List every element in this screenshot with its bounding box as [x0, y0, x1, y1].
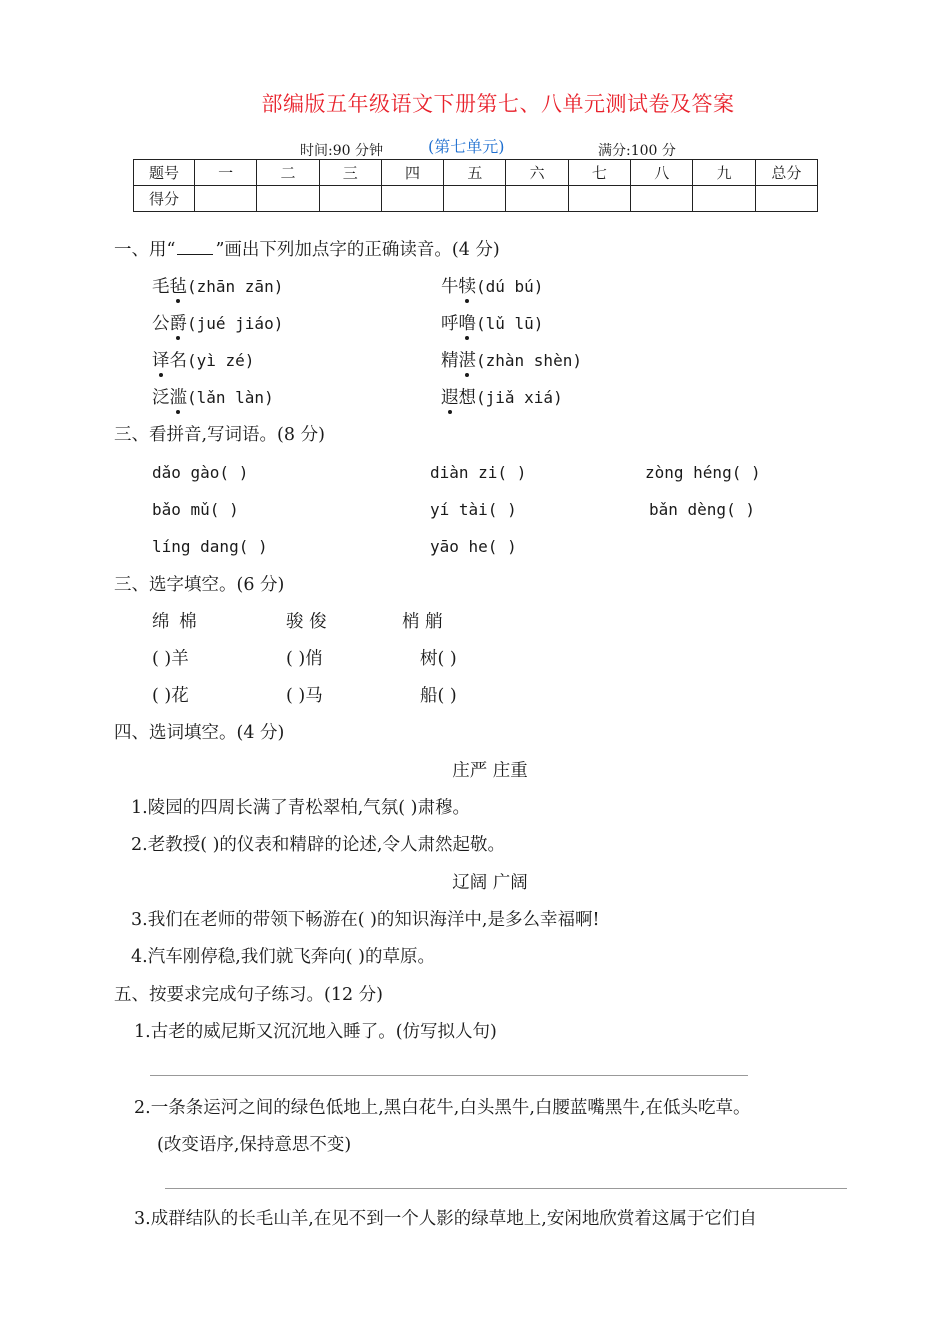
fill-blank-item: ( )羊 [152, 649, 189, 669]
q1-item: 公爵(jué jiáo) [152, 314, 284, 334]
sentence-instruction: (改变语序,保持意思不变) [157, 1135, 352, 1155]
dotted-char: 湛 [458, 351, 476, 371]
fill-blank-item: ( )俏 [286, 649, 323, 669]
pinyin-item: zòng héng( ) [645, 463, 761, 482]
sentence: 2.一条条运河之间的绿色低地上,黑白花牛,白头黑牛,白腰蓝嘴黑牛,在低头吃草。 [134, 1098, 751, 1118]
score-cell[interactable] [319, 186, 381, 212]
answer-line[interactable] [150, 1075, 748, 1076]
header-cell: 三 [319, 160, 381, 186]
q1-item: 译名(yì zé) [152, 351, 255, 371]
dotted-char: 遐 [441, 388, 459, 408]
dotted-char: 译 [152, 351, 170, 371]
pinyin-item: dǎo gào( ) [152, 463, 249, 482]
header-cell: 八 [631, 160, 693, 186]
fill-blank-item: 树( ) [420, 649, 457, 669]
pinyin-item: bǎn dèng( ) [649, 500, 755, 519]
q1-item: 精湛(zhàn shèn) [441, 351, 582, 371]
score-cell[interactable] [257, 186, 319, 212]
char-choice-group: 梢 艄 [402, 612, 443, 632]
header-cell: 总分 [755, 160, 817, 186]
score-cell[interactable] [568, 186, 630, 212]
q1-item: 遐想(jiǎ xiá) [441, 388, 563, 408]
score-cell[interactable] [506, 186, 568, 212]
q3-heading: 三、选字填空。(6 分) [114, 575, 285, 595]
sentence: 4.汽车刚停稳,我们就飞奔向( )的草原。 [131, 947, 435, 967]
blank-line-symbol [177, 240, 213, 255]
pinyin-item: bǎo mǔ( ) [152, 500, 239, 519]
score-cell[interactable] [444, 186, 506, 212]
header-cell: 七 [568, 160, 630, 186]
time-limit: 时间:90 分钟 [300, 143, 383, 159]
page-title: 部编版五年级语文下册第七、八单元测试卷及答案 [261, 92, 735, 116]
score-cell[interactable] [693, 186, 755, 212]
header-cell: 一 [195, 160, 257, 186]
fill-blank-item: ( )马 [286, 686, 323, 706]
sentence: 1.古老的威尼斯又沉沉地入睡了。(仿写拟人句) [134, 1022, 497, 1042]
answer-line[interactable] [165, 1188, 847, 1189]
word-choices: 庄严 庄重 [452, 761, 528, 781]
q1-heading: 一、用“ ”画出下列加点字的正确读音。(4 分) [114, 240, 500, 260]
fill-blank-item: 船( ) [420, 686, 457, 706]
score-table [133, 159, 818, 212]
header-cell: 六 [506, 160, 568, 186]
header-cell: 二 [257, 160, 319, 186]
dotted-char: 犊 [458, 277, 476, 297]
sentence: 2.老教授( )的仪表和精辟的论述,令人肃然起敬。 [131, 835, 505, 855]
word-choices: 辽阔 广阔 [452, 873, 528, 893]
dotted-char: 爵 [169, 314, 187, 334]
q1-item: 呼噜(lǔ lū) [441, 314, 544, 334]
sentence: 3.我们在老师的带领下畅游在( )的知识海洋中,是多么幸福啊! [131, 910, 600, 930]
score-cell[interactable] [631, 186, 693, 212]
q2-heading: 三、看拼音,写词语。(8 分) [114, 425, 325, 445]
header-cell: 四 [381, 160, 443, 186]
dotted-char: 噜 [458, 314, 476, 334]
header-cell: 九 [693, 160, 755, 186]
pinyin-item: diàn zi( ) [430, 463, 527, 482]
score-cell[interactable] [381, 186, 443, 212]
char-choice-group: 绵 棉 [152, 612, 197, 632]
sentence: 1.陵园的四周长满了青松翠柏,气氛( )肃穆。 [131, 798, 470, 818]
fill-blank-item: ( )花 [152, 686, 189, 706]
q1-item: 毛毡(zhān zān) [152, 277, 284, 297]
pinyin-item: líng dang( ) [152, 537, 268, 556]
pinyin-item: yí tài( ) [430, 500, 517, 519]
unit-label: (第七单元) [428, 137, 505, 156]
row-label: 得分 [134, 186, 195, 212]
score-cell[interactable] [195, 186, 257, 212]
char-choice-group: 骏 俊 [286, 612, 327, 632]
sentence: 3.成群结队的长毛山羊,在见不到一个人影的绿草地上,安闲地欣赏着这属于它们自 [134, 1209, 757, 1229]
header-cell: 题号 [134, 160, 195, 186]
score-cell[interactable] [755, 186, 817, 212]
dotted-char: 滥 [169, 388, 187, 408]
q1-item: 泛滥(lǎn làn) [152, 388, 274, 408]
q1-item: 牛犊(dú bú) [441, 277, 544, 297]
pinyin-item: yāo he( ) [430, 537, 517, 556]
q5-heading: 五、按要求完成句子练习。(12 分) [114, 985, 383, 1005]
dotted-char: 毡 [169, 277, 187, 297]
header-cell: 五 [444, 160, 506, 186]
full-score: 满分:100 分 [598, 143, 676, 159]
score-table-score-row [134, 186, 818, 212]
score-table-header-row [134, 160, 818, 186]
q4-heading: 四、选词填空。(4 分) [114, 723, 285, 743]
